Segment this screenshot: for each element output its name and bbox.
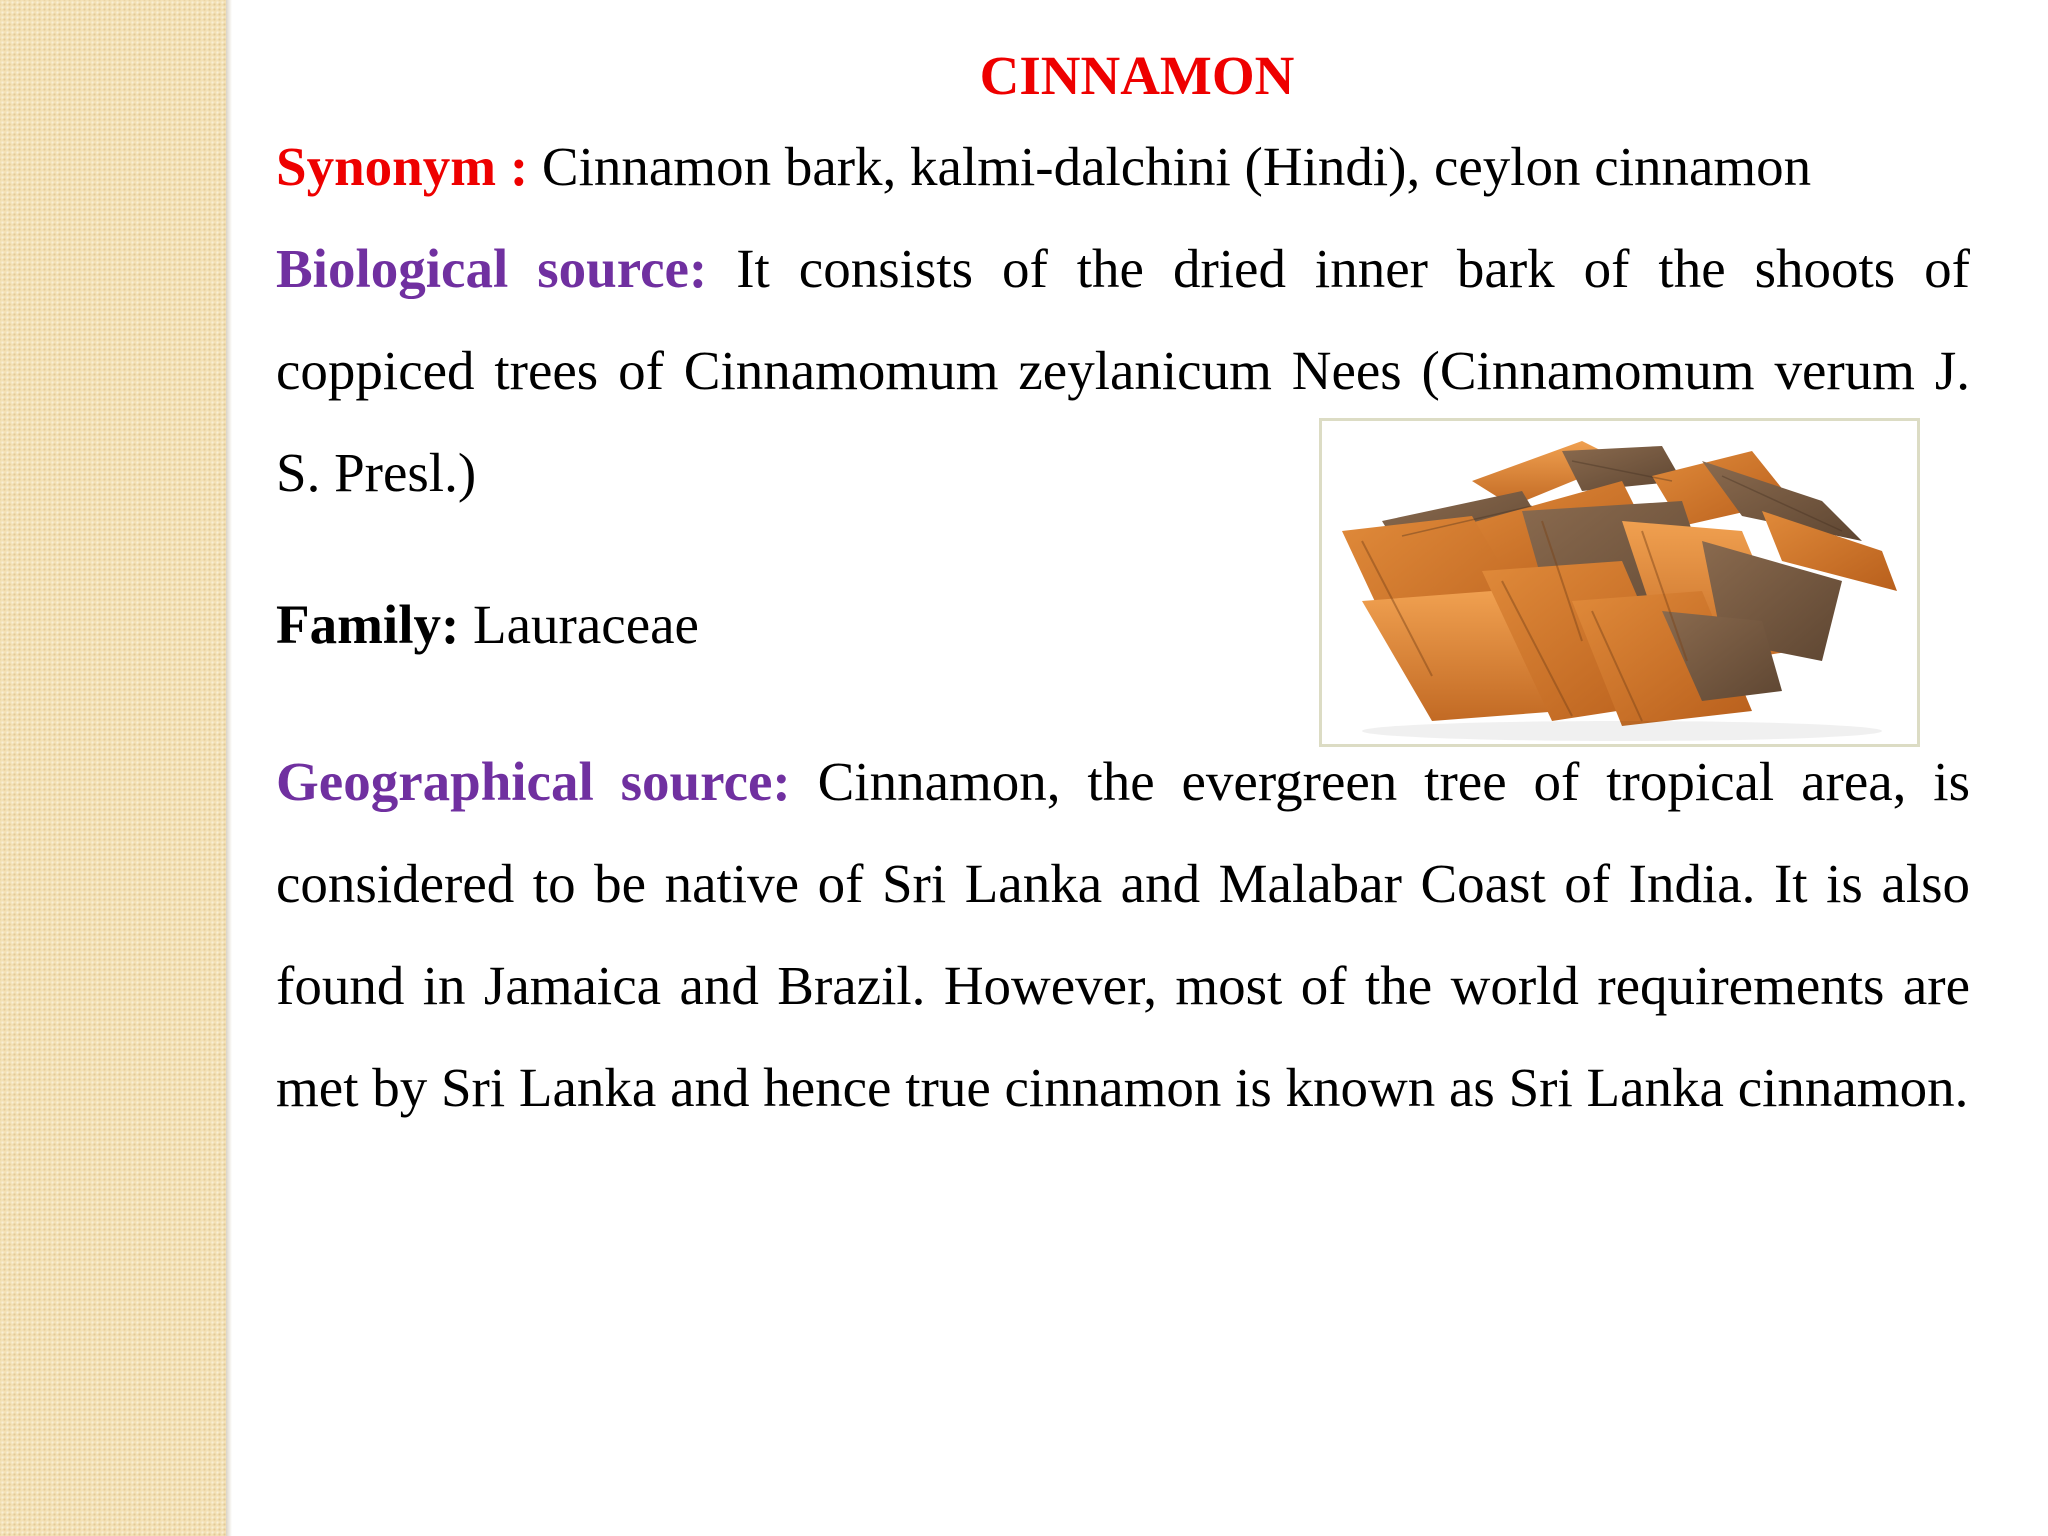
synonym-label: Synonym : [276,136,529,197]
geographical-source-text: Cinnamon, the evergreen tree of tropical area, is considered to be native of Sri Lanka and Malabar Coast of India. It is also found in Jamaica and Brazil. However, most of the world requirements are met by Sri Lanka and hence true cinnamon is known as Sri Lanka cinnamon. [276,751,1970,1118]
family-label: Family: [276,594,460,655]
slide-title: CINNAMON [979,45,1295,106]
family-text: Lauraceae [459,594,699,655]
biological-source-text: It consists of the dried inner bark of the shoots of coppiced trees of Cinnamomum zeylanicum Nees (Cinnamomum verum J. S. Presl.) [276,238,1970,503]
cinnamon-bark-illustration [1322,421,1917,744]
cinnamon-bark-photo [1319,418,1920,747]
biological-source-label: Biological source: [276,238,708,299]
geographical-source-label: Geographical source: [276,751,791,812]
synonym-text: Cinnamon bark, kalmi-dalchini (Hindi), ceylon cinnamon [528,136,1812,197]
geographical-source-paragraph [276,731,1970,1139]
decorative-side-band [0,0,226,1536]
synonym-paragraph [276,116,1970,218]
